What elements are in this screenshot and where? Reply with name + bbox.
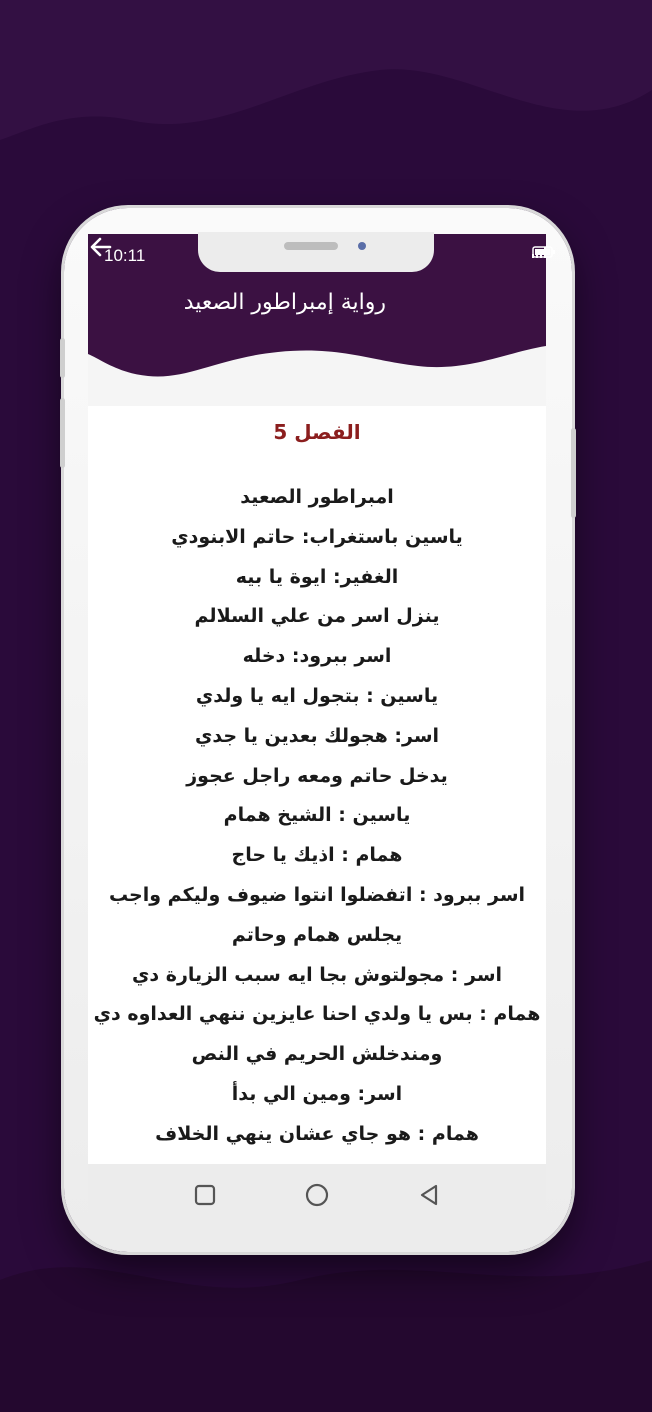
chapter-title: الفصل 5	[273, 420, 361, 444]
phone-side-button	[60, 338, 65, 378]
text-line: همام : اذيك يا حاج	[231, 844, 403, 867]
phone-side-button	[571, 428, 576, 518]
phone-frame	[64, 208, 572, 1252]
page-title: رواية إمبراطور الصعيد	[183, 290, 386, 315]
speaker-grille	[284, 242, 338, 250]
text-line: ينزل اسر من علي السلالم	[194, 605, 440, 628]
text-line: ياسين : بتجول ايه يا ولدي	[195, 684, 439, 707]
recent-apps-square-icon[interactable]	[192, 1182, 218, 1208]
text-line: همام : هو جاي عشان ينهي الخلاف	[155, 1122, 479, 1145]
chapter-content	[88, 406, 546, 1164]
phone-notch	[198, 232, 434, 272]
text-line: امبراطور الصعيد	[240, 486, 394, 508]
chapter-text	[88, 478, 546, 1194]
text-line: اسر: هجولك بعدين يا جدي	[194, 724, 440, 747]
app-bar	[88, 234, 546, 406]
text-line: اسر : مجولتوش بجا ايه سبب الزيارة دي	[131, 963, 503, 986]
app-screen	[88, 234, 546, 1164]
text-line: يجلس همام وحاتم	[231, 923, 403, 946]
text-line: اسر ببرود : اتفضلوا انتوا ضيوف وليكم واجب	[108, 883, 526, 906]
text-line: ياسين باستغراب: حاتم الابنودي	[171, 525, 463, 548]
battery-icon	[532, 246, 556, 258]
front-camera	[358, 242, 366, 250]
home-circle-icon[interactable]	[304, 1182, 330, 1208]
back-triangle-icon[interactable]	[416, 1182, 442, 1208]
text-line: اسر ببرود: دخله	[242, 645, 392, 668]
text-line: يدخل حاتم ومعه راجل عجوز	[186, 764, 448, 787]
text-line: ياسين : الشيخ همام	[223, 804, 411, 827]
system-navigation-bar	[88, 1164, 546, 1226]
text-line: ومندخلش الحريم في النص	[191, 1043, 443, 1066]
phone-screen-area	[88, 234, 546, 1226]
text-line: همام : بس يا ولدي احنا عايزين ننهي العداوه دي	[93, 1003, 541, 1026]
phone-side-button	[60, 398, 65, 468]
back-arrow-icon[interactable]	[88, 234, 114, 260]
text-line: الغفير: ايوة يا بيه	[235, 565, 399, 588]
status-time: 10:11	[104, 246, 146, 265]
text-line: اسر: ومين الي بدأ	[231, 1082, 403, 1105]
